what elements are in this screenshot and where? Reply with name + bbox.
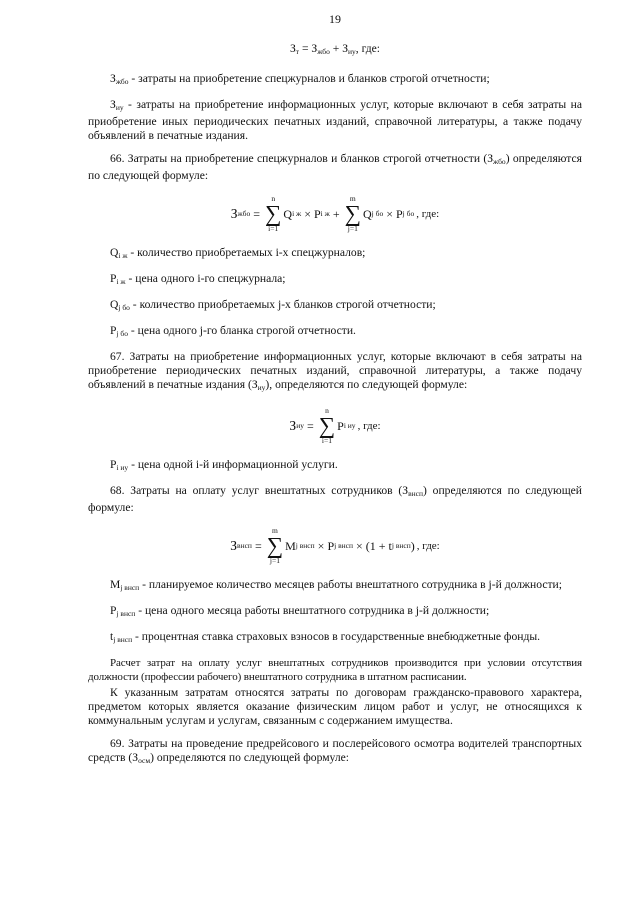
formula-p: P [395,207,403,221]
sigma-icon: ∑ [264,201,282,226]
def-symbol: З [110,98,116,111]
formula-lhs: З [289,418,297,433]
formula-paren-open: (1 + t [365,539,392,553]
def-symbol: Q [110,246,119,259]
paragraph-67 [88,350,582,395]
def-text: - цена одной i-й информационной услуги. [128,458,338,471]
sum-upper: n [325,406,329,415]
paragraph-68 [88,484,582,515]
top-formula-t2-sub: иу [348,47,356,56]
sum-sign [319,407,335,445]
formula-lhs-sub: иу [296,421,304,430]
def-symbol-sub: j бо [118,303,130,312]
def-symbol-sub: j внсп [116,609,136,618]
formula-eq: = [253,207,260,221]
formula-where: , где: [416,540,440,552]
def-text: - количество приобретаемых i-х спецжурналов; [127,246,366,259]
page-number: 19 [329,12,341,26]
definition [88,630,582,647]
def-symbol-sub: j внсп [120,583,140,592]
definition [88,298,582,315]
def-symbol-sub: i ж [118,251,128,260]
def-text: - количество приобретаемых j-х бланков строгой отчетности; [129,298,436,311]
top-formula [88,42,582,59]
def-symbol: P [110,458,117,471]
formula-eq: = [306,419,314,433]
formula-eq: = [254,539,262,553]
formula-times: × [386,207,393,221]
def-symbol-sub: i иу [116,463,129,472]
def-text: - цена одного месяца работы внештатного сотрудника в j-й должности; [135,604,490,617]
sum-lower: j=1 [269,556,280,565]
def-symbol: P [110,604,117,617]
def-symbol: З [110,72,116,85]
formula-q: Q [363,207,372,221]
paragraph-69 [88,737,582,768]
formula-lhs: З [230,206,238,221]
sigma-icon: ∑ [344,201,361,226]
paragraph-text: 69. Затраты на проведение предрейсового и послерейсового осмотра водителей транспортных средств (З [88,737,582,764]
sum-upper: m [272,526,278,535]
definition [88,578,582,595]
paragraph-tail: ) определяются по следующей формуле: [88,484,582,514]
formula-times: × [317,539,325,553]
top-formula-lhs: З [289,42,296,55]
paragraph-tail: ) определяются по следующей формуле: [88,152,582,182]
top-formula-t1-sub: жбо [317,47,330,56]
formula-66 [88,192,582,236]
formula-times: × [304,207,311,221]
sum-lower: i=1 [321,436,332,445]
paragraph-tail: ), определяются по следующей формуле: [265,378,468,391]
formula-t-sub: j внсп [391,541,411,550]
formula-68 [88,524,582,568]
formula-where: , где: [416,208,440,220]
formula-p: P [327,539,335,553]
sum-upper: m [349,194,356,203]
definition [88,604,582,621]
def-symbol: t [110,630,114,643]
formula-67 [88,404,582,448]
definition [88,246,582,263]
def-text: - цена одного i-го спецжурнала; [125,272,286,285]
def-symbol: M [110,578,121,591]
sum-sign [265,195,281,233]
sum-sign [267,527,283,565]
formula-lhs: З [230,538,238,553]
def-symbol-sub: j бо [116,329,128,338]
def-symbol-sub: i ж [116,277,126,286]
paragraph-sub: иу [257,383,266,392]
formula-p: P [313,207,321,221]
formula-p: P [337,419,344,433]
formula-p-sub: i иу [343,421,356,430]
top-formula-t2: З [342,42,349,55]
sum-lower: j=1 [347,224,358,233]
paragraph-sub: осм [138,756,151,765]
paragraph-text: 68. Затраты на оплату услуг внештатных сотрудников (З [110,484,409,497]
definition [88,72,582,89]
formula-q: Q [283,207,293,221]
def-text: - затраты на приобретение информационных услуг, которые включают в себя затраты на приобретение иных периодических печатных изданий, справочной литературы, а также подачу объявлений в печатные издания. [88,98,582,142]
paragraph-text: 67. Затраты на приобретение информационных услуг, которые включают в себя затраты на приобретение периодических печатных изданий, справочной литературы, а также подачу объявлений в печатные издания (З [88,350,582,391]
def-symbol-sub: j внсп [113,635,133,644]
formula-paren-close: ) [410,539,415,553]
definition [88,272,582,289]
definition [88,324,582,341]
formula-plus: + [332,207,340,221]
paragraph-sub: жбо [493,157,506,166]
definition [88,458,582,475]
paragraph-sub: внсп [408,489,424,498]
note-68-b: К указанным затратам относятся затраты по договорам гражданско-правового характера, предметом которых является оказание физическим лицом работ и услуг, не относящихся к коммунальным услугам и услугам, связанным с содержанием имущества. [88,686,582,727]
def-symbol-sub: жбо [115,77,129,86]
def-text: - планируемое количество месяцев работы внештатного сотрудника в j-й должности; [139,578,562,591]
paragraph-text: 66. Затраты на приобретение спецжурналов и бланков строгой отчетности (З [110,152,494,165]
formula-where: , где: [357,420,381,432]
sum-lower: i=1 [268,224,279,233]
def-text: - цена одного j-го бланка строгой отчетности. [127,324,356,337]
top-formula-plus: + [329,42,343,55]
top-formula-t1: З [311,42,318,55]
definition [88,98,582,143]
sigma-icon: ∑ [318,413,336,438]
formula-q-sub: j бо [371,209,384,218]
formula-lhs-sub: жбо [237,209,251,218]
note-68: Расчет затрат на оплату услуг внештатных сотрудников производится при условии отсутствия должности (профессии рабочего) внештатного сотрудника в штатном расписании. [88,657,582,683]
top-formula-eq: = [299,42,312,55]
formula-times: × [355,539,363,553]
formula-m-sub: j внсп [295,541,315,550]
def-symbol-sub: иу [115,103,124,112]
sum-upper: n [271,194,276,203]
def-text: - затраты на приобретение спецжурналов и бланков строгой отчетности; [128,72,490,85]
formula-p-sub: j внсп [334,541,353,550]
def-symbol: P [110,272,117,285]
formula-p-sub: i ж [320,209,330,218]
formula-lhs-sub: внсп [237,541,252,550]
top-formula-where: , где: [355,42,381,55]
formula-q-sub: i ж [292,209,302,218]
def-text: - процентная ставка страховых взносов в государственные внебюджетные фонды. [132,630,541,643]
sigma-icon: ∑ [266,533,284,558]
paragraph-tail: ) определяются по следующей формуле: [150,751,349,764]
top-formula-lhs-sub: т [295,47,300,56]
sum-sign [345,195,361,233]
paragraph-66 [88,152,582,183]
def-symbol: P [110,324,117,337]
formula-m: M [285,539,296,553]
formula-p-sub: j бо [402,209,415,218]
def-symbol: Q [110,298,119,311]
